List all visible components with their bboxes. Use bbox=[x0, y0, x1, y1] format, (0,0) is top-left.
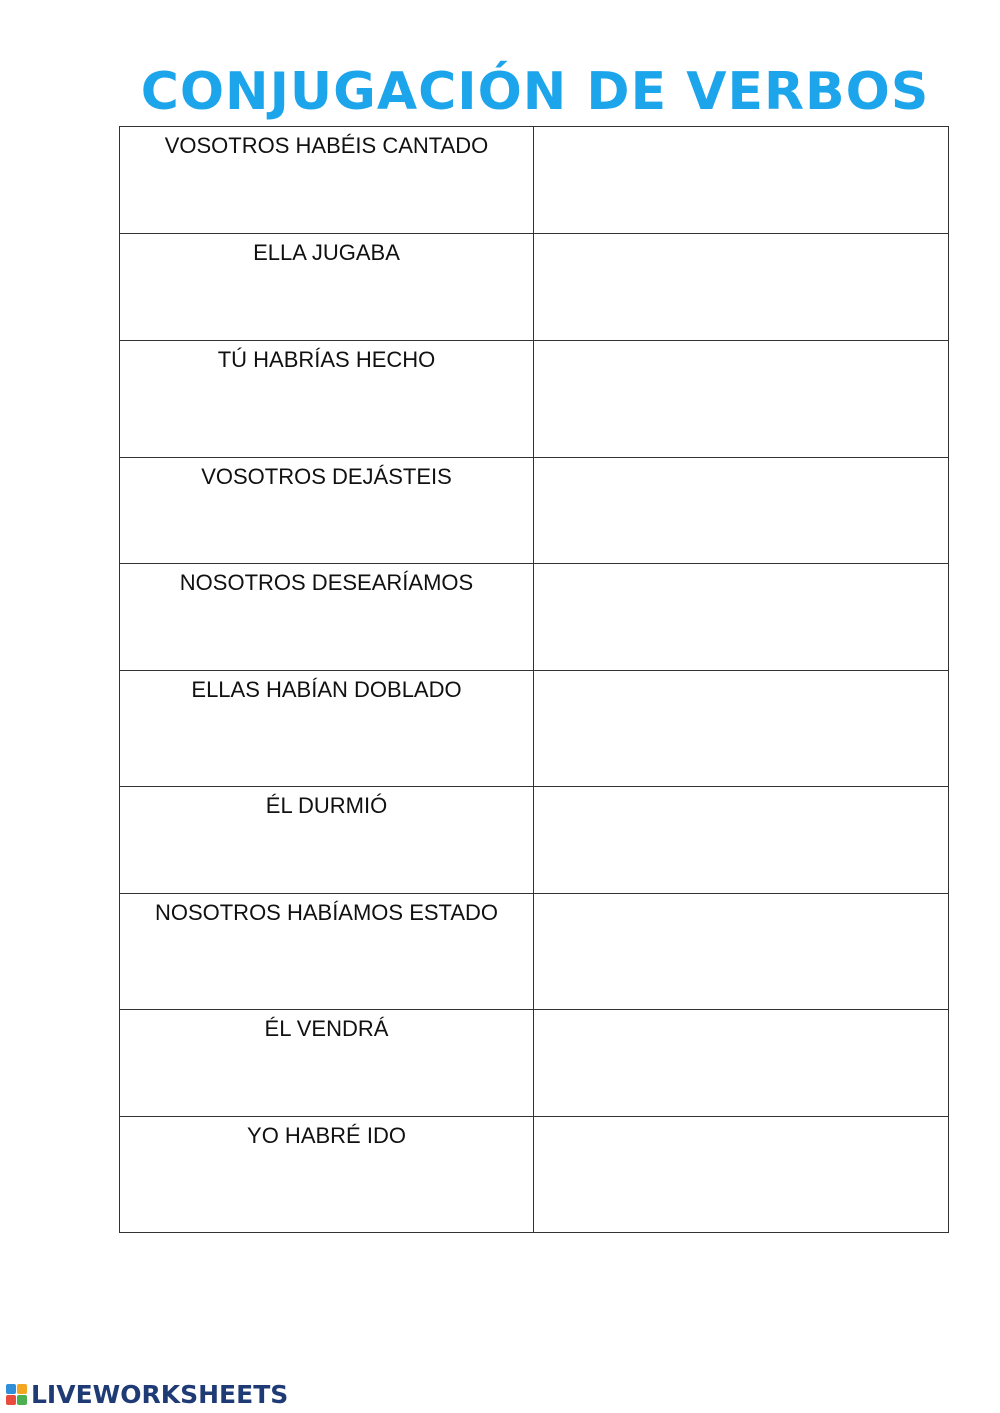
answer-cell[interactable] bbox=[534, 341, 949, 458]
conjugation-table bbox=[119, 126, 949, 1233]
answer-cell[interactable] bbox=[534, 458, 949, 564]
answer-input[interactable] bbox=[534, 341, 948, 358]
table-row bbox=[120, 458, 949, 564]
table-row bbox=[120, 127, 949, 234]
table-row bbox=[120, 671, 949, 787]
verb-prompt: VOSOTROS HABÉIS CANTADO bbox=[120, 127, 534, 234]
table-row bbox=[120, 234, 949, 341]
answer-cell[interactable] bbox=[534, 894, 949, 1010]
answer-cell[interactable] bbox=[534, 1117, 949, 1233]
logo-square-red bbox=[6, 1395, 16, 1405]
answer-input[interactable] bbox=[534, 787, 948, 804]
verb-prompt: ÉL DURMIÓ bbox=[120, 787, 534, 894]
verb-prompt: ÉL VENDRÁ bbox=[120, 1010, 534, 1117]
table-row bbox=[120, 564, 949, 671]
liveworksheets-logo-icon bbox=[6, 1384, 27, 1405]
liveworksheets-logo bbox=[6, 1380, 288, 1409]
verb-prompt: VOSOTROS DEJÁSTEIS bbox=[120, 458, 534, 564]
answer-cell[interactable] bbox=[534, 671, 949, 787]
table-row bbox=[120, 894, 949, 1010]
table-row bbox=[120, 1117, 949, 1233]
answer-input[interactable] bbox=[534, 127, 948, 144]
answer-cell[interactable] bbox=[534, 1010, 949, 1117]
logo-square-green bbox=[17, 1395, 27, 1405]
logo-text: LIVEWORKSHEETS bbox=[31, 1380, 289, 1409]
answer-cell[interactable] bbox=[534, 564, 949, 671]
table-row bbox=[120, 1010, 949, 1117]
logo-square-orange bbox=[17, 1384, 27, 1394]
answer-input[interactable] bbox=[534, 458, 948, 475]
page-title: CONJUGACIÓN DE VERBOS bbox=[140, 62, 930, 122]
verb-prompt: TÚ HABRÍAS HECHO bbox=[120, 341, 534, 458]
verb-prompt: NOSOTROS DESEARÍAMOS bbox=[120, 564, 534, 671]
answer-input[interactable] bbox=[534, 894, 948, 911]
logo-square-blue bbox=[6, 1384, 16, 1394]
answer-input[interactable] bbox=[534, 234, 948, 251]
verb-prompt: ELLAS HABÍAN DOBLADO bbox=[120, 671, 534, 787]
answer-input[interactable] bbox=[534, 671, 948, 688]
verb-prompt: ELLA JUGABA bbox=[120, 234, 534, 341]
table-row bbox=[120, 341, 949, 458]
answer-input[interactable] bbox=[534, 1010, 948, 1027]
verb-prompt: NOSOTROS HABÍAMOS ESTADO bbox=[120, 894, 534, 1010]
answer-input[interactable] bbox=[534, 564, 948, 581]
answer-cell[interactable] bbox=[534, 787, 949, 894]
answer-input[interactable] bbox=[534, 1117, 948, 1134]
answer-cell[interactable] bbox=[534, 127, 949, 234]
table-row bbox=[120, 787, 949, 894]
verb-prompt: YO HABRÉ IDO bbox=[120, 1117, 534, 1233]
answer-cell[interactable] bbox=[534, 234, 949, 341]
